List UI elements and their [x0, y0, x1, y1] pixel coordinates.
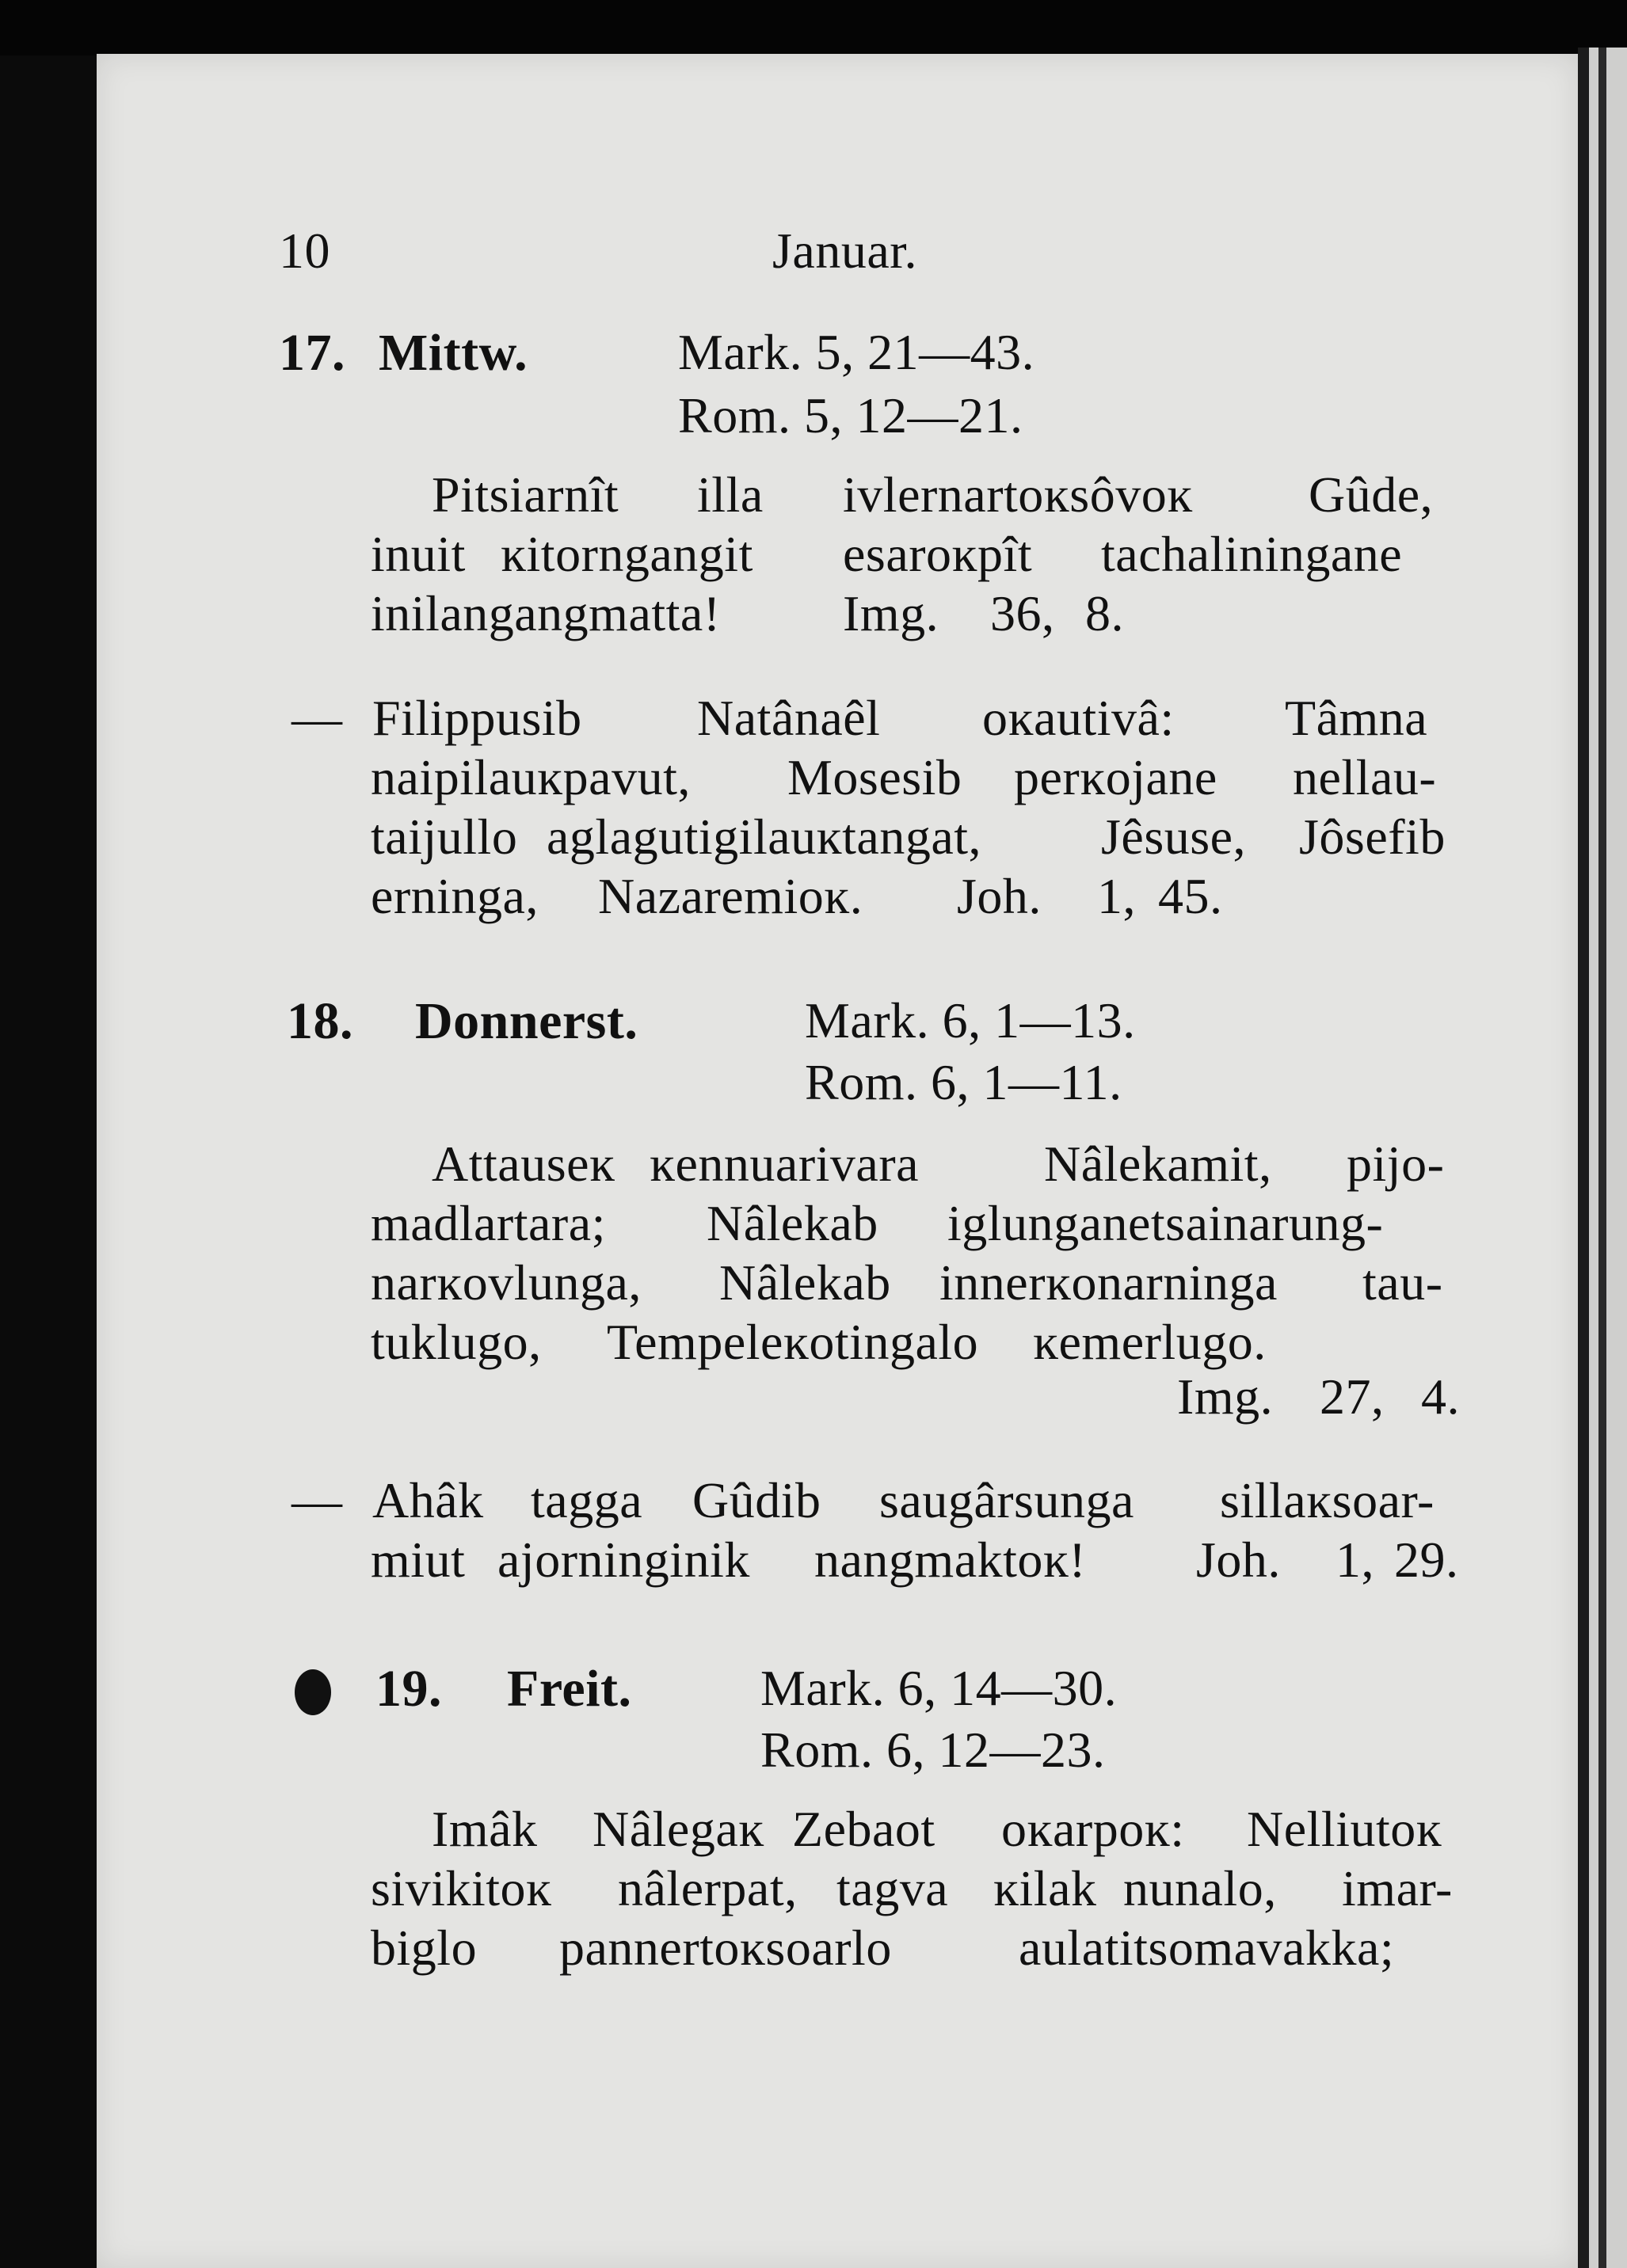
verse-word: Img.: [1177, 1368, 1274, 1425]
verse-word: sivikitoĸ: [371, 1860, 552, 1916]
verse-word: Pitsiarnît: [432, 466, 619, 523]
verse-word: taijullo: [371, 809, 518, 865]
verse-word: Filippusib: [372, 690, 582, 746]
running-title: Januar.: [772, 223, 917, 279]
verse-word: Jôsefib: [1299, 809, 1446, 865]
verse-word: saugârsunga: [879, 1472, 1134, 1528]
verse-word: 29.: [1394, 1532, 1459, 1588]
verse-word: madlartara;: [371, 1195, 606, 1251]
verse-word: nunalo,: [1123, 1860, 1277, 1916]
verse-word: sillaĸsoar-: [1220, 1472, 1435, 1528]
verse-word: tuklugo,: [371, 1314, 542, 1370]
verse-word: pijo-: [1347, 1136, 1445, 1192]
verse-word: nangmaktoĸ!: [814, 1532, 1087, 1588]
verse-word: tagva: [836, 1860, 949, 1916]
verse-word: ivlernartoĸsôvoĸ: [843, 466, 1193, 523]
verse-word: Mosesib: [787, 749, 962, 805]
verse-word: —: [291, 690, 343, 746]
verse-word: tau-: [1362, 1254, 1443, 1311]
page-number: 10: [279, 223, 330, 279]
reading-reference: Mark. 6, 1—13.: [805, 992, 1136, 1048]
verse-word: tagga: [531, 1472, 643, 1528]
verse-word: naipilauĸpavut,: [371, 749, 691, 805]
verse-word: innerĸonarninga: [939, 1254, 1278, 1311]
entry-weekday: Donnerst.: [415, 992, 638, 1050]
verse-word: Gûde,: [1309, 466, 1434, 523]
verse-word: Nâlegaĸ: [593, 1801, 764, 1857]
verse-word: pannertoĸsoarlo: [559, 1920, 892, 1976]
verse-word: 1,: [1097, 868, 1136, 924]
reading-reference: Rom. 6, 12—23.: [760, 1722, 1106, 1778]
reading-reference: Rom. 5, 12—21.: [678, 387, 1023, 443]
verse-word: aglagutigilauĸtangat,: [547, 809, 981, 865]
verse-word: ĸilak: [993, 1860, 1097, 1916]
verse-word: illa: [697, 466, 764, 523]
verse-word: —: [291, 1472, 343, 1528]
scan-top-border: [0, 0, 1627, 55]
verse-word: Nâlekamit,: [1044, 1136, 1272, 1192]
reading-reference: Mark. 5, 21—43.: [678, 324, 1035, 380]
verse-word: Joh.: [1196, 1532, 1281, 1588]
page-edge: [1578, 48, 1589, 2268]
verse-word: inilangangmatta!: [371, 585, 721, 641]
verse-word: nâlerpat,: [618, 1860, 798, 1916]
verse-word: oĸarpoĸ:: [1001, 1801, 1185, 1857]
verse-word: Tempeleĸotingalo: [607, 1314, 979, 1370]
verse-word: Tâmna: [1285, 690, 1428, 746]
verse-word: Nazaremioĸ.: [598, 868, 863, 924]
verse-word: Nâlekab: [719, 1254, 891, 1311]
verse-word: Img.: [843, 585, 939, 641]
verse-word: Imâk: [432, 1801, 538, 1857]
verse-word: Gûdib: [692, 1472, 821, 1528]
verse-word: ĸennuarivara: [650, 1136, 920, 1192]
verse-word: erninga,: [371, 868, 539, 924]
reading-reference: Rom. 6, 1—11.: [805, 1054, 1122, 1110]
verse-word: narĸovlunga,: [371, 1254, 642, 1311]
verse-word: biglo: [371, 1920, 478, 1976]
verse-word: 36,: [990, 585, 1055, 641]
verse-word: Jêsuse,: [1101, 809, 1247, 865]
verse-word: ajorninginik: [497, 1532, 750, 1588]
verse-word: tachaliningane: [1101, 526, 1403, 582]
entry-weekday: Freit.: [507, 1660, 632, 1718]
verse-word: oĸautivâ:: [982, 690, 1175, 746]
verse-word: 27,: [1320, 1368, 1385, 1425]
next-page-edge: [1589, 48, 1627, 2268]
verse-word: inuit: [371, 526, 466, 582]
verse-word: Natânaêl: [697, 690, 881, 746]
entry-day-number: 17.: [279, 324, 345, 382]
verse-word: 8.: [1085, 585, 1124, 641]
verse-word: ĸemerlugo.: [1033, 1314, 1267, 1370]
verse-word: miut: [371, 1532, 466, 1588]
verse-word: ĸitorngangit: [501, 526, 753, 582]
verse-word: nellau-: [1293, 749, 1437, 805]
verse-word: imar-: [1342, 1860, 1453, 1916]
entry-weekday: Mittw.: [379, 324, 528, 382]
binding-shadow: [1598, 48, 1606, 2268]
verse-word: aulatitsomavakka;: [1019, 1920, 1395, 1976]
verse-word: Ahâk: [372, 1472, 484, 1528]
verse-word: Nâlekab: [707, 1195, 878, 1251]
verse-word: 45.: [1158, 868, 1223, 924]
verse-word: esaroĸpît: [843, 526, 1033, 582]
moon-phase-bullet-icon: [295, 1669, 331, 1715]
verse-word: Joh.: [957, 868, 1042, 924]
verse-word: perĸojane: [1014, 749, 1217, 805]
verse-word: iglunganetsainarung-: [947, 1195, 1384, 1251]
verse-word: Nelliutoĸ: [1247, 1801, 1442, 1857]
verse-word: Attauseĸ: [432, 1136, 615, 1192]
verse-word: 1,: [1336, 1532, 1374, 1588]
entry-day-number: 18.: [287, 992, 353, 1050]
verse-word: 4.: [1421, 1368, 1460, 1425]
verse-word: Zebaot: [792, 1801, 935, 1857]
reading-reference: Mark. 6, 14—30.: [760, 1660, 1118, 1716]
entry-day-number: 19.: [375, 1660, 442, 1718]
